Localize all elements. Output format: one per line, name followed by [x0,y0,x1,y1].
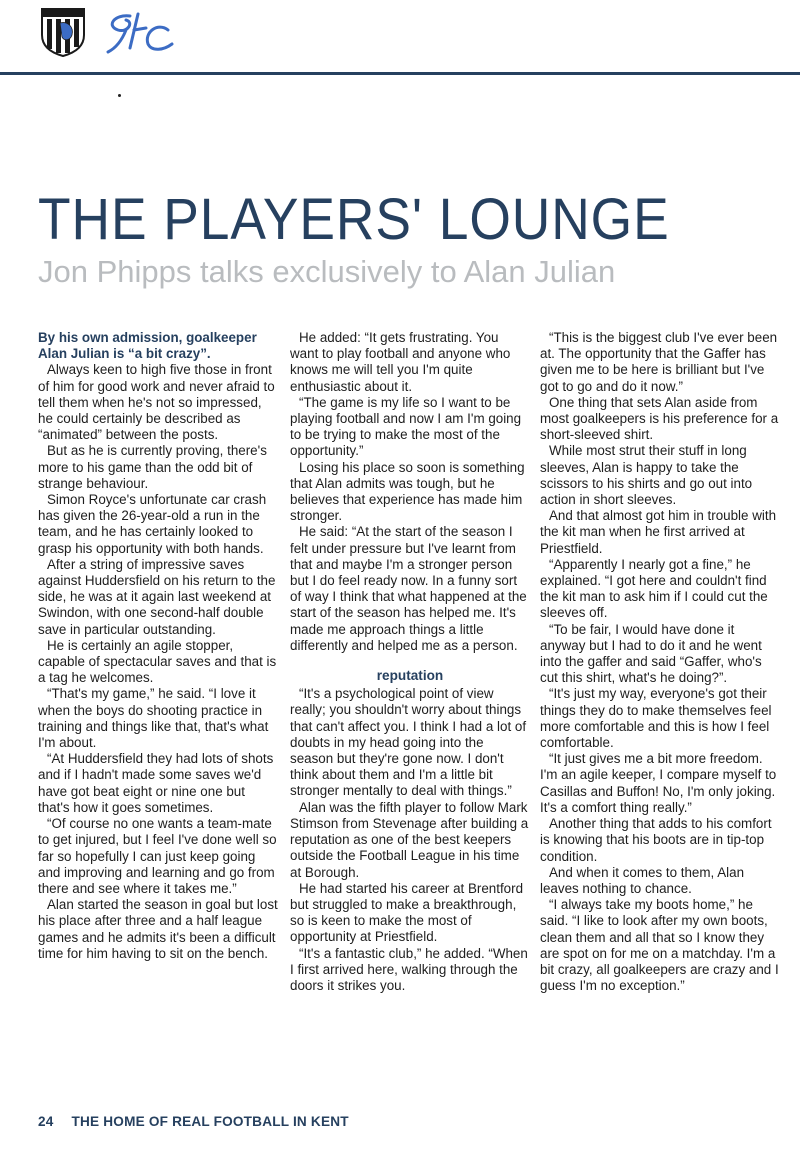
lead-paragraph: By his own admission, goalkeeper Alan Julian is “a bit crazy”. [38,330,257,362]
body-paragraph: “This is the biggest club I've ever been at. The opportunity that the Gaffer has given me to be here is brilliant but I've got to go and do it now.” [540,330,778,394]
print-speck [118,94,121,97]
body-paragraph: Alan started the season in goal but lost his place after three and a half league games and he admits it's been a difficult time for him having to sit on the bench. [38,897,278,961]
body-paragraph: “I always take my boots home,” he said. “I like to look after my own boots, clean them and all that so I know they are spot on for me on a matchday. I'm a bit crazy, all goalkeepers are crazy and I guess I'm no exception.” [540,897,779,994]
body-paragraph: “It's a psychological point of view really; you shouldn't worry about things that can't affect you. I think I had a lot of doubts in my head going into the season but they're gone now. I don't think about them and I'm a little bit stronger mentally to deal with things.” [290,686,527,799]
club-crest-icon [38,5,88,57]
body-paragraph: He is certainly an agile stopper, capable of spectacular saves and that is a tag he welcomes. [38,637,277,686]
body-paragraph: “To be fair, I would have done it anyway but I had to do it and he went into the gaffer and said “Gaffer, who's cut this shirt, what's he doing?”. [540,621,762,686]
body-paragraph: While most strut their stuff in long sleeves, Alan is happy to take the scissors to his shirts and go out into action in short sleeves. [540,443,753,508]
body-paragraph: “The game is my life so I want to be playing football and now I am I'm going to be trying to make the most of the opportunity.” [290,394,522,459]
article-column-1 [38,330,278,962]
body-paragraph: Simon Royce's unfortunate car crash has given the 26-year-old a run in the team, and he has certainly looked to grasp his opportunity with both hands. [38,492,267,556]
footer-tagline: THE HOME OF REAL FOOTBALL IN KENT [71,1114,349,1129]
header-rule [0,72,800,75]
body-paragraph: He said: “At the start of the season I felt under pressure but I've learnt from that and maybe I'm a stronger person but I do feel ready now. In a funny sort of way I think that what happened at the start of the season has helped me. It's made me approach things a little differently and helped me as a person. [290,524,527,653]
body-paragraph: “Apparently I nearly got a fine,” he explained. “I got here and couldn't find the kit man to ask him if I could cut the sleeves off. [540,556,768,621]
body-paragraph: Alan was the fifth player to follow Mark Stimson from Stevenage after building a reputation as one of the best keepers outside the Football League in his time at Borough. [290,799,529,880]
body-paragraph: Losing his place so soon is something that Alan admits was tough, but he believes that experience has made him stronger. [290,459,525,524]
body-paragraph: “It's just my way, everyone's got their things they do to make themselves feel more comfortable and this is how I feel comfortable. [540,686,772,751]
article-column-2 [290,330,530,994]
body-paragraph: He added: “It gets frustrating. You want to play football and anyone who knows me will tell you I'm quite enthusiastic about it. [290,330,511,394]
section-subheading: reputation [376,668,444,684]
body-paragraph: “It just gives me a bit more freedom. I'm an agile keeper, I compare myself to Casillas and Buffon! No, I'm only joking. It's a comfort thing really.” [540,751,777,815]
body-paragraph: But as he is currently proving, there's more to his game than the odd bit of strange behaviour. [38,443,267,491]
body-paragraph: And that almost got him in trouble with the kit man when he first arrived at Priestfield. [540,508,777,556]
body-paragraph: “That's my game,” he said. “I love it when the boys do shooting practice in training and things like that, that's what I'm about. [38,686,269,751]
gfc-monogram-icon [100,8,180,58]
article-column-3 [540,330,780,994]
body-paragraph: “Of course no one wants a team-mate to get injured, but I feel I've done well so far so hopefully I can just keep going and improving and learning and go from there and see where it takes me.” [38,816,277,896]
page-footer [38,1114,349,1129]
body-paragraph: One thing that sets Alan aside from most goalkeepers is his preference for a short-sleeved shirt. [540,394,779,443]
body-paragraph: Another thing that adds to his comfort is knowing that his boots are in tip-top condition. [540,816,772,864]
body-paragraph: He had started his career at Brentford but struggled to make a breakthrough, so is keen to make the most of opportunity at Priestfield. [290,880,524,945]
article-title: THE PLAYERS' LOUNGE [38,187,670,252]
body-paragraph: Always keen to high five those in front of him for good work and never afraid to tell them when he's not so impressed, he could certainly be described as “animated” between the posts. [38,362,275,443]
page-header [0,0,800,80]
page-number: 24 [38,1114,54,1129]
article-subtitle: Jon Phipps talks exclusively to Alan Julian [38,254,616,289]
body-paragraph: And when it comes to them, Alan leaves nothing to chance. [540,864,745,896]
body-paragraph: After a string of impressive saves against Huddersfield on his return to the side, he was at it again last weekend at Swindon, with one second-half double save in particular outstanding. [38,556,276,637]
body-paragraph: “At Huddersfield they had lots of shots and if I hadn't made some saves we'd have got beat eight or nine one but that's how it goes sometimes. [38,751,274,815]
body-paragraph: “It's a fantastic club,” he added. “When I first arrived here, walking through the doors it strikes you. [290,945,528,993]
